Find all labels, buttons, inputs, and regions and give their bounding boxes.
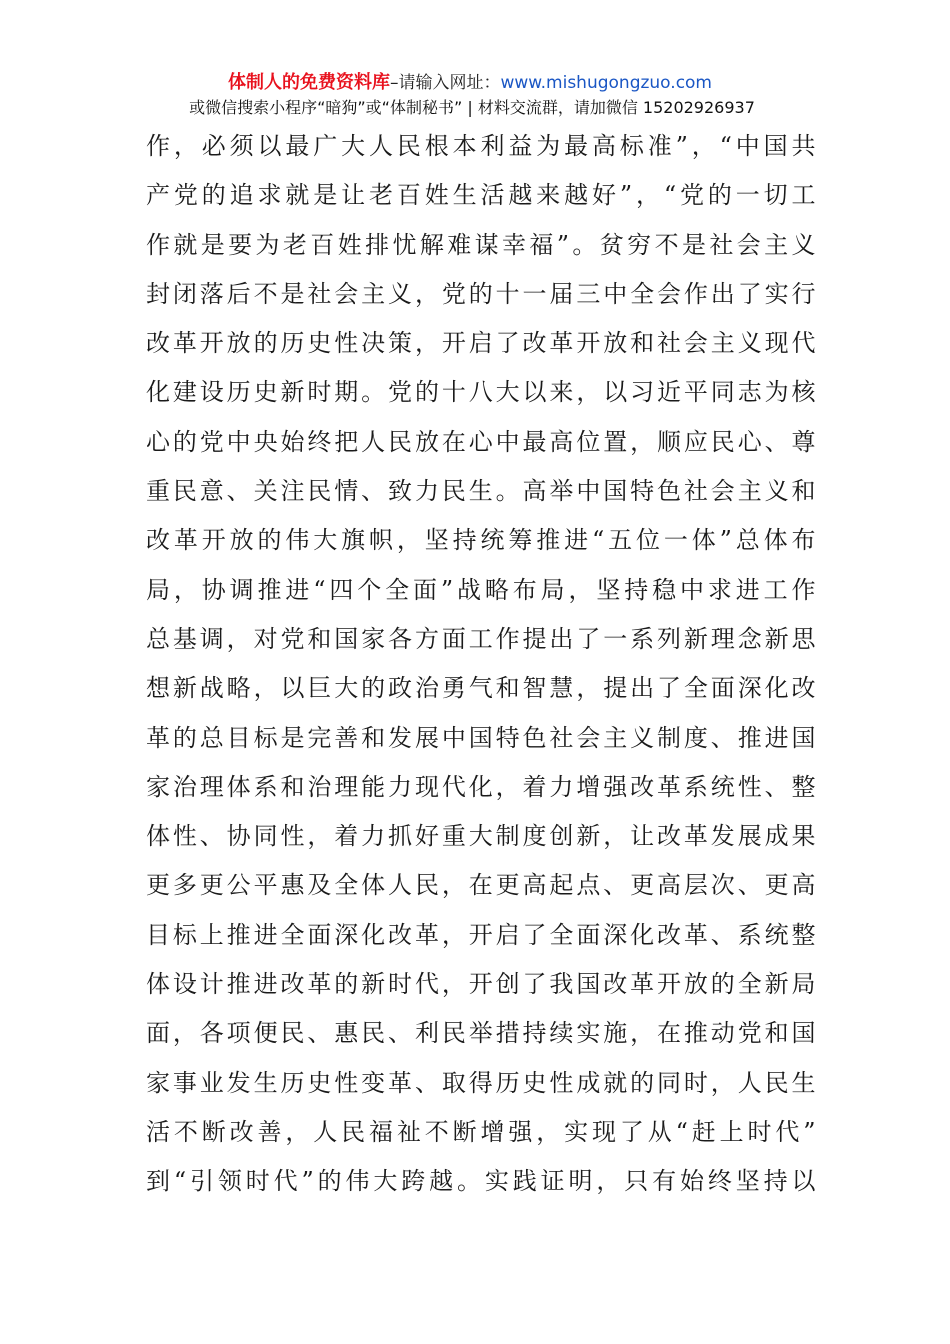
body-line: 到“引领时代”的伟大跨越。实践证明，只有始终坚持以 [146, 1167, 816, 1196]
body-line: 革的总目标是完善和发展中国特色社会主义制度、推进国 [146, 723, 816, 752]
body-line: 化建设历史新时期。党的十八大以来，以习近平同志为核 [146, 378, 816, 407]
body-line: 家事业发生历史性变革、取得历史性成就的同时，人民生 [146, 1068, 816, 1097]
body-line: 心的党中央始终把人民放在心中最高位置，顺应民心、尊 [146, 427, 816, 456]
header-brand: 体制人的免费资料库 [227, 72, 390, 93]
page-header [0, 70, 950, 120]
body-line: 封闭落后不是社会主义，党的十一届三中全会作出了实行 [146, 279, 816, 308]
body-line: 改革开放的伟大旗帜，坚持统筹推进“五位一体”总体布 [146, 526, 816, 555]
body-line: 重民意、关注民情、致力民生。高举中国特色社会主义和 [146, 477, 816, 506]
body-line: 总基调，对党和国家各方面工作提出了一系列新理念新思 [146, 624, 816, 653]
body-line: 作就是要为老百姓排忧解难谋幸福”。贫穷不是社会主义 [146, 230, 816, 259]
body-line: 目标上推进全面深化改革，开启了全面深化改革、系统整 [146, 920, 816, 949]
body-line: 作，必须以最广大人民根本利益为最高标准”，“中国共 [146, 132, 816, 160]
header-prompt: –请输入网址： [389, 73, 501, 93]
body-line: 家治理体系和治理能力现代化，着力增强改革系统性、整 [146, 772, 816, 801]
body-line: 面，各项便民、惠民、利民举措持续实施，在推动党和国 [146, 1019, 816, 1048]
body-line: 改革开放的历史性决策，开启了改革开放和社会主义现代 [146, 329, 816, 358]
body-line: 局，协调推进“四个全面”战略布局，坚持稳中求进工作 [146, 575, 816, 604]
body-line: 想新战略，以巨大的政治勇气和智慧，提出了全面深化改 [146, 674, 816, 703]
body-line: 产党的追求就是让老百姓生活越来越好”，“党的一切工 [146, 181, 816, 210]
header-line-1 [0, 70, 950, 96]
body-line: 活不断改善，人民福祉不断增强，实现了从“赶上时代” [146, 1117, 816, 1146]
body-text [146, 126, 816, 1211]
header-line-2: 或微信搜索小程序“暗狗”或“体制秘书” | 材料交流群，请加微信 15202926937 [189, 98, 755, 117]
body-line: 更多更公平惠及全体人民，在更高起点、更高层次、更高 [146, 871, 816, 900]
body-line: 体设计推进改革的新时代，开创了我国改革开放的全新局 [146, 970, 816, 999]
body-line: 体性、协同性，着力抓好重大制度创新，让改革发展成果 [146, 822, 816, 851]
header-url[interactable]: www.mishugongzuo.com [500, 73, 712, 93]
